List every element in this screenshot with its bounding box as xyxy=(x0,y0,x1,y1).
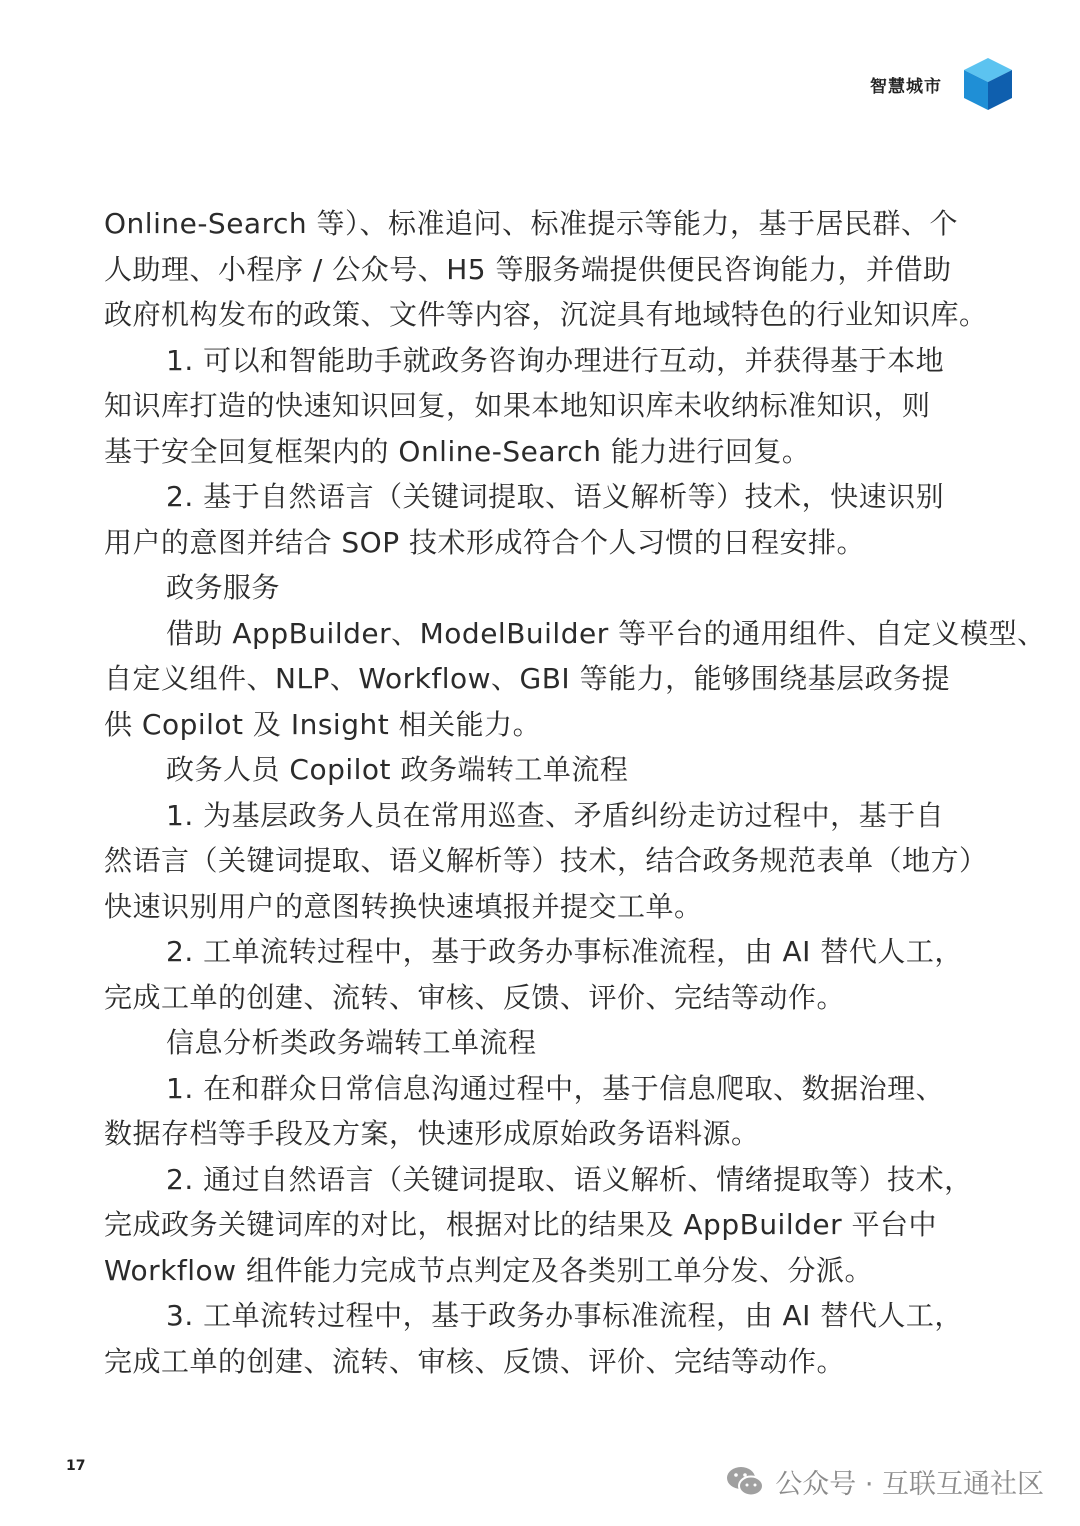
text-line: 快速识别用户的意图转换快速填报并提交工单。 xyxy=(104,889,703,923)
list-item-line: 1. 在和群众日常信息沟通过程中，基于信息爬取、数据治理、 xyxy=(166,1071,945,1105)
text-line: 完成工单的创建、流转、审核、反馈、评价、完结等动作。 xyxy=(104,1344,846,1378)
text-line: 人助理、小程序 / 公众号、H5 等服务端提供便民咨询能力，并借助 xyxy=(104,252,952,286)
section-title: 智慧城市 xyxy=(870,76,942,97)
list-item-line: 3. 工单流转过程中，基于政务办事标准流程，由 AI 替代人工， xyxy=(166,1299,963,1332)
text-line: 然语言（关键词提取、语义解析等）技术，结合政务规范表单（地方） xyxy=(104,844,988,877)
subheading-line: 政务服务 xyxy=(166,571,281,604)
list-item-line: 2. 通过自然语言（关键词提取、语义解析、情绪提取等）技术， xyxy=(166,1162,973,1196)
list-item-line: 1. 可以和智能助手就政务咨询办理进行互动，并获得基于本地 xyxy=(166,343,945,377)
subheading-line: 政务人员 Copilot 政务端转工单流程 xyxy=(166,753,629,786)
watermark-text: 公众号 · 互联互通社区 xyxy=(775,1469,1044,1500)
text-line: 政府机构发布的政策、文件等内容，沉淀具有地域特色的行业知识库。 xyxy=(104,298,988,331)
list-item-line: 2. 基于自然语言（关键词提取、语义解析等）技术，快速识别 xyxy=(166,480,945,513)
text-line: 完成工单的创建、流转、审核、反馈、评价、完结等动作。 xyxy=(104,980,846,1014)
text-line: 数据存档等手段及方案，快速形成原始政务语料源。 xyxy=(104,1117,760,1150)
page-header xyxy=(870,56,1014,112)
wechat-icon xyxy=(725,1464,765,1500)
text-line: 用户的意图并结合 SOP 技术形成符合个人习惯的日程安排。 xyxy=(104,525,866,559)
text-line: 供 Copilot 及 Insight 相关能力。 xyxy=(104,707,542,741)
text-line: 基于安全回复框架内的 Online-Search 能力进行回复。 xyxy=(104,434,811,468)
text-line: 知识库打造的快速知识回复，如果本地知识库未收纳标准知识，则 xyxy=(104,389,931,422)
page-number: 17 xyxy=(66,1458,86,1474)
list-item-line: 2. 工单流转过程中，基于政务办事标准流程，由 AI 替代人工， xyxy=(166,935,963,968)
text-line: Online-Search 等）、标准追问、标准提示等能力，基于居民群、个 xyxy=(104,207,959,240)
watermark xyxy=(725,1462,1044,1501)
body-text xyxy=(104,201,1046,1384)
text-line: 完成政务关键词库的对比，根据对比的结果及 AppBuilder 平台中 xyxy=(104,1208,938,1241)
list-item-line: 1. 为基层政务人员在常用巡查、矛盾纠纷走访过程中，基于自 xyxy=(166,798,945,832)
blue-cube-icon xyxy=(962,56,1014,112)
paragraph-line: 借助 AppBuilder、ModelBuilder 等平台的通用组件、自定义模型、 xyxy=(166,616,1046,650)
subheading-line: 信息分析类政务端转工单流程 xyxy=(166,1026,537,1059)
text-line: Workflow 组件能力完成节点判定及各类别工单分发、分派。 xyxy=(104,1253,873,1287)
text-line: 自定义组件、NLP、Workflow、GBI 等能力，能够围绕基层政务提 xyxy=(104,662,951,695)
